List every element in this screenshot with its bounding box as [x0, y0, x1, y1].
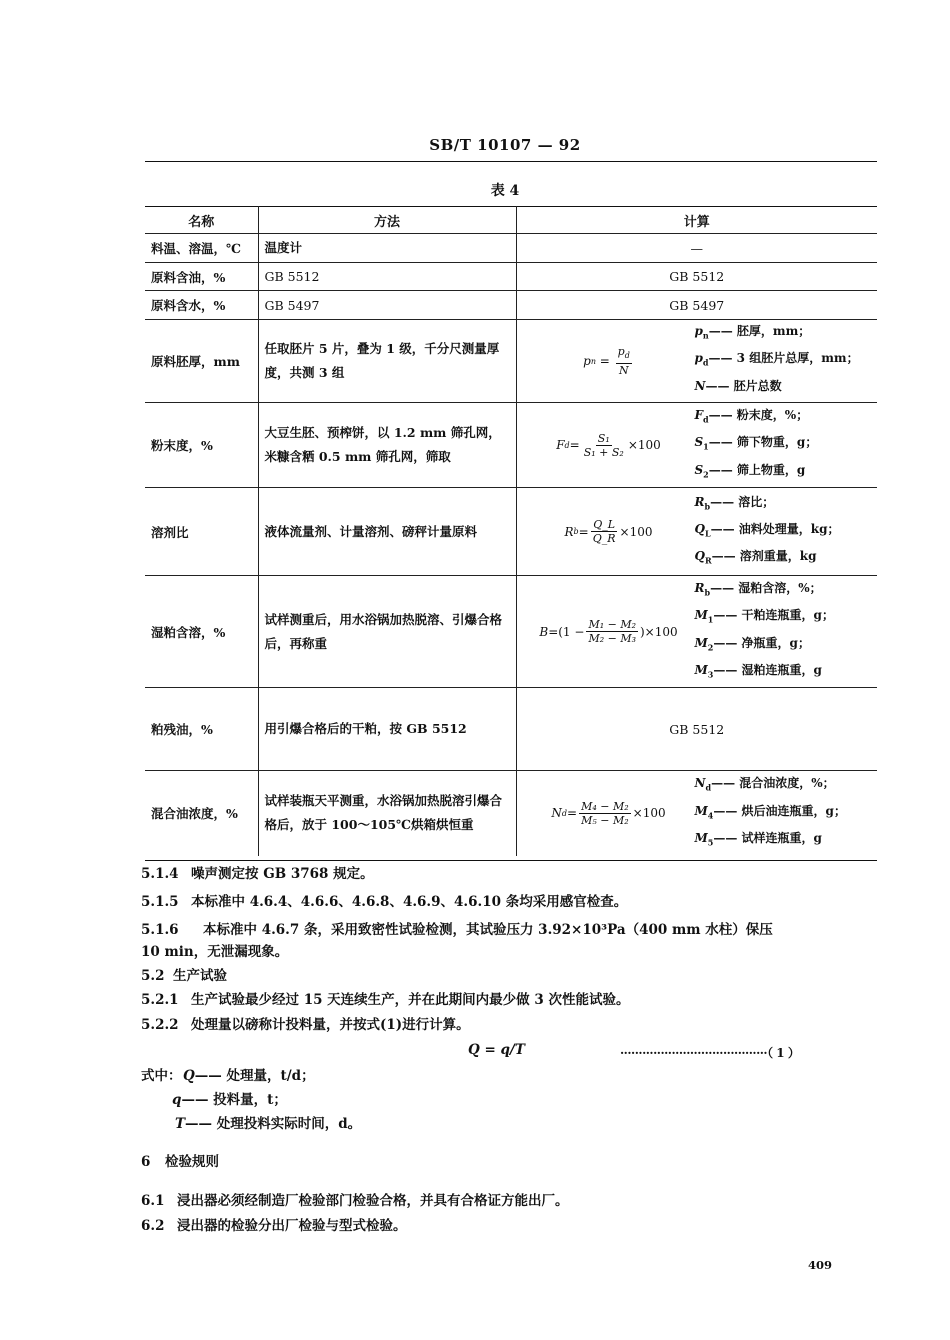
- fraction-num: Q_L: [593, 518, 616, 532]
- clause-text: 噪声测定按 GB 3768 规定。: [191, 866, 374, 882]
- row-method: 试样测重后，用水浴锅加热脱溶、引爆合格后，再称重: [258, 576, 516, 688]
- table-row: [145, 688, 877, 771]
- col-header-calc: 计算: [683, 214, 710, 230]
- row-name: 料温、溶温，℃: [145, 234, 258, 263]
- row-method: GB 5512: [258, 263, 516, 291]
- formula-lhs: R: [564, 524, 574, 539]
- where-item: T—— 处理投料实际时间，d。: [175, 1116, 362, 1132]
- variable-def: $N_d——$ 混合油浓度，%；: [694, 776, 835, 793]
- clause-text: 本标准中 4.6.4、4.6.6、4.6.8、4.6.9、4.6.10 条均采用感官检查。: [191, 894, 628, 910]
- variable-def: $S_2——$ 筛上物重，g: [694, 462, 806, 480]
- table-row: [145, 234, 877, 263]
- formula: p n = $\frac{p_d}{N}$: [583, 345, 630, 377]
- table-caption: 表 4: [490, 183, 520, 199]
- table-row: [145, 403, 877, 488]
- col-header-name: 名称: [145, 207, 258, 234]
- clause-6-1: [141, 1191, 569, 1211]
- row-name: 溶剂比: [145, 488, 258, 576]
- row-name: 湿粕含溶，%: [145, 576, 258, 688]
- table-4: [145, 206, 877, 856]
- fraction: [582, 432, 626, 459]
- clause-5-2-2: [141, 1015, 470, 1035]
- variable-list: [695, 577, 872, 687]
- variable-def: $R_b——$ 湿粕含溶，%；: [694, 580, 822, 598]
- equation-number: ········································（ 1 ）: [620, 1046, 800, 1060]
- formula-prefix: (1 −: [558, 624, 585, 639]
- row-calc: [516, 771, 877, 856]
- fraction: [586, 618, 638, 645]
- clause-number: 5.1.6: [141, 922, 179, 938]
- formula-tail: ×100: [632, 806, 666, 821]
- row-name: 原料含油，%: [145, 263, 258, 291]
- row-method: 液体流量剂、计量溶剂、磅秤计量原料: [258, 488, 516, 576]
- section-6: [141, 1152, 219, 1172]
- variable-list: [695, 404, 872, 486]
- section-number: 6: [141, 1154, 151, 1170]
- row-calc: GB 5497: [669, 297, 725, 313]
- table-row: [145, 488, 877, 576]
- row-method: 试样装瓶天平测重，水浴锅加热脱溶引爆合格后，放于 100～105℃烘箱烘恒重: [258, 771, 516, 856]
- variable-def: $R_b——$ 溶比；: [694, 494, 775, 511]
- fraction-num: M₁ − M₂: [588, 618, 636, 632]
- fraction-den: Q_R: [592, 532, 616, 546]
- fraction-den: S₁ + S₂: [583, 445, 624, 459]
- formula-lhs: N: [551, 806, 562, 821]
- variable-def: N—— 胚片总数: [694, 378, 782, 393]
- fraction-num: M₄ − M₂: [581, 799, 629, 813]
- fraction-num: p: [617, 345, 625, 359]
- fraction: [616, 345, 632, 376]
- formula-lhs-sub: d: [561, 808, 568, 818]
- row-name: 粕残油，%: [145, 688, 258, 771]
- row-method: GB 5497: [258, 291, 516, 320]
- table-row: [145, 320, 877, 403]
- table-row: [145, 771, 877, 856]
- equation-1: Q = q/T: [468, 1042, 525, 1058]
- variable-def: $Q_L——$ 油料处理量，kg；: [694, 521, 840, 539]
- table-row: [145, 576, 877, 688]
- clause-number: 5.1.5: [141, 894, 179, 910]
- row-calc: [516, 488, 877, 576]
- clause-text: 浸出器的检验分出厂检验与型式检验。: [177, 1218, 407, 1234]
- formula-lhs: B: [539, 624, 549, 639]
- clause-text: 浸出器必须经制造厂检验部门检验合格，并具有合格证方能出厂。: [177, 1193, 569, 1209]
- table-header-row: [145, 207, 877, 234]
- header-rule: [145, 161, 877, 162]
- formula: B = (1 − $\frac{\text{M₁ − M₂}}{\text{M₂ − M₃}}$ )×100: [539, 618, 678, 646]
- row-calc: [516, 403, 877, 488]
- clause-number: 5.1.4: [141, 866, 179, 882]
- table-row: [145, 263, 877, 291]
- row-calc: GB 5512: [669, 269, 725, 284]
- fraction-den: M₅ − M₂: [581, 813, 629, 827]
- variable-def: $p_n——$ 胚厚，mm；: [694, 324, 811, 341]
- section-5-2: [141, 966, 227, 986]
- row-calc: [516, 576, 877, 688]
- clause-5-1-4: [141, 864, 374, 884]
- where-item: Q—— 处理量，t/d；: [183, 1068, 315, 1084]
- variable-def: $Q_R——$ 溶剂重量，kg: [694, 549, 817, 566]
- variable-def: $S_1——$ 筛下物重，g；: [694, 435, 818, 452]
- table-row: [145, 291, 877, 320]
- formula-tail: )×100: [640, 624, 678, 639]
- formula-tail: ×100: [619, 524, 653, 539]
- variable-def: $p_d——$ 3 组胚片总厚，mm；: [694, 351, 859, 368]
- section-number: 5.2: [141, 968, 165, 984]
- variable-list: [695, 320, 872, 402]
- variable-def: $F_d——$ 粉末度，%；: [694, 408, 809, 425]
- formula-tail: ×100: [627, 438, 661, 453]
- formula-lhs-sub: b: [573, 527, 579, 537]
- row-name: 原料含水，%: [145, 291, 258, 320]
- variable-list: [695, 491, 872, 573]
- clause-6-2: [141, 1216, 407, 1236]
- variable-def: $M_1——$ 干粕连瓶重，g；: [694, 608, 834, 625]
- section-title: 生产试验: [173, 968, 227, 984]
- row-method: 任取胚片 5 片，叠为 1 级，千分尺测量厚度，共测 3 组: [258, 320, 516, 403]
- clause-5-1-6: [141, 920, 876, 940]
- section-title: 检验规则: [165, 1154, 219, 1170]
- page-number: 409: [808, 1258, 833, 1272]
- formula-lhs-sub: n: [590, 356, 596, 366]
- row-method: 用引爆合格后的干粕，按 GB 5512: [258, 688, 516, 771]
- clause-number: 6.2: [141, 1218, 165, 1234]
- clause-number: 5.2.1: [141, 992, 179, 1008]
- fraction-den: M₂ − M₃: [588, 632, 636, 646]
- fraction-num: S₁: [597, 431, 610, 445]
- variable-def: $M_4——$ 烘后油连瓶重，g；: [694, 803, 846, 821]
- row-name: 混合油浓度，%: [145, 771, 258, 856]
- row-calc: GB 5512: [669, 721, 725, 737]
- clause-number: 5.2.2: [141, 1017, 179, 1033]
- clause-5-1-5: [141, 892, 627, 912]
- clause-5-2-1: [141, 990, 629, 1010]
- row-method: 大豆生胚、预榨饼，以 1.2 mm 筛孔网，米糠含粞 0.5 mm 筛孔网，筛取: [258, 403, 516, 488]
- row-calc: —: [690, 240, 703, 256]
- formula-lhs: p: [583, 354, 591, 369]
- where-item: q—— 投料量，t；: [172, 1092, 287, 1108]
- clause-text: 处理量以磅称计投料量，并按式(1)进行计算。: [191, 1017, 470, 1033]
- clause-number: 6.1: [141, 1193, 165, 1209]
- fraction: [579, 800, 631, 827]
- document-code-header: SB/T 10107 — 92: [429, 136, 581, 154]
- row-calc: [516, 320, 877, 403]
- fraction-den: N: [618, 363, 629, 377]
- formula: N d = $\frac{\text{M₄ − M₂}}{\text{M₅ − M₂}}$ ×100: [551, 799, 666, 827]
- formula: F d = $\frac{\text{S₁}}{\text{S₁ + S₂}}$ ×100: [556, 431, 661, 459]
- formula-lhs: F: [556, 438, 565, 453]
- where-label: 式中：: [141, 1068, 182, 1084]
- variable-list: [695, 772, 872, 854]
- fraction-num-sub: d: [624, 351, 630, 361]
- formula-lhs-sub: d: [564, 440, 570, 450]
- row-name: 原料胚厚，mm: [145, 320, 258, 403]
- clause-5-1-6-cont: 10 min，无泄漏现象。: [141, 944, 289, 960]
- variable-def: $M_5——$ 试样连瓶重，g: [694, 831, 822, 848]
- col-header-method: 方法: [258, 207, 516, 234]
- row-name: 粉末度，%: [145, 403, 258, 488]
- clause-text: 生产试验最少经过 15 天连续生产，并在此期间内最少做 3 次性能试验。: [191, 992, 630, 1008]
- table-bottom-rule: [145, 860, 877, 861]
- formula: R b = $\frac{Q\_L}{Q\_R}$ ×100: [564, 518, 653, 546]
- variable-def: $M_2——$ 净瓶重，g；: [694, 635, 810, 653]
- row-method: 温度计: [258, 234, 516, 263]
- clause-text: 本标准中 4.6.7 条，采用致密性试验检测，其试验压力 3.92×10³Pa（400 mm 水柱）保压: [203, 922, 773, 938]
- variable-def: $M_3——$ 湿粕连瓶重，g: [694, 663, 822, 680]
- fraction: [591, 518, 618, 545]
